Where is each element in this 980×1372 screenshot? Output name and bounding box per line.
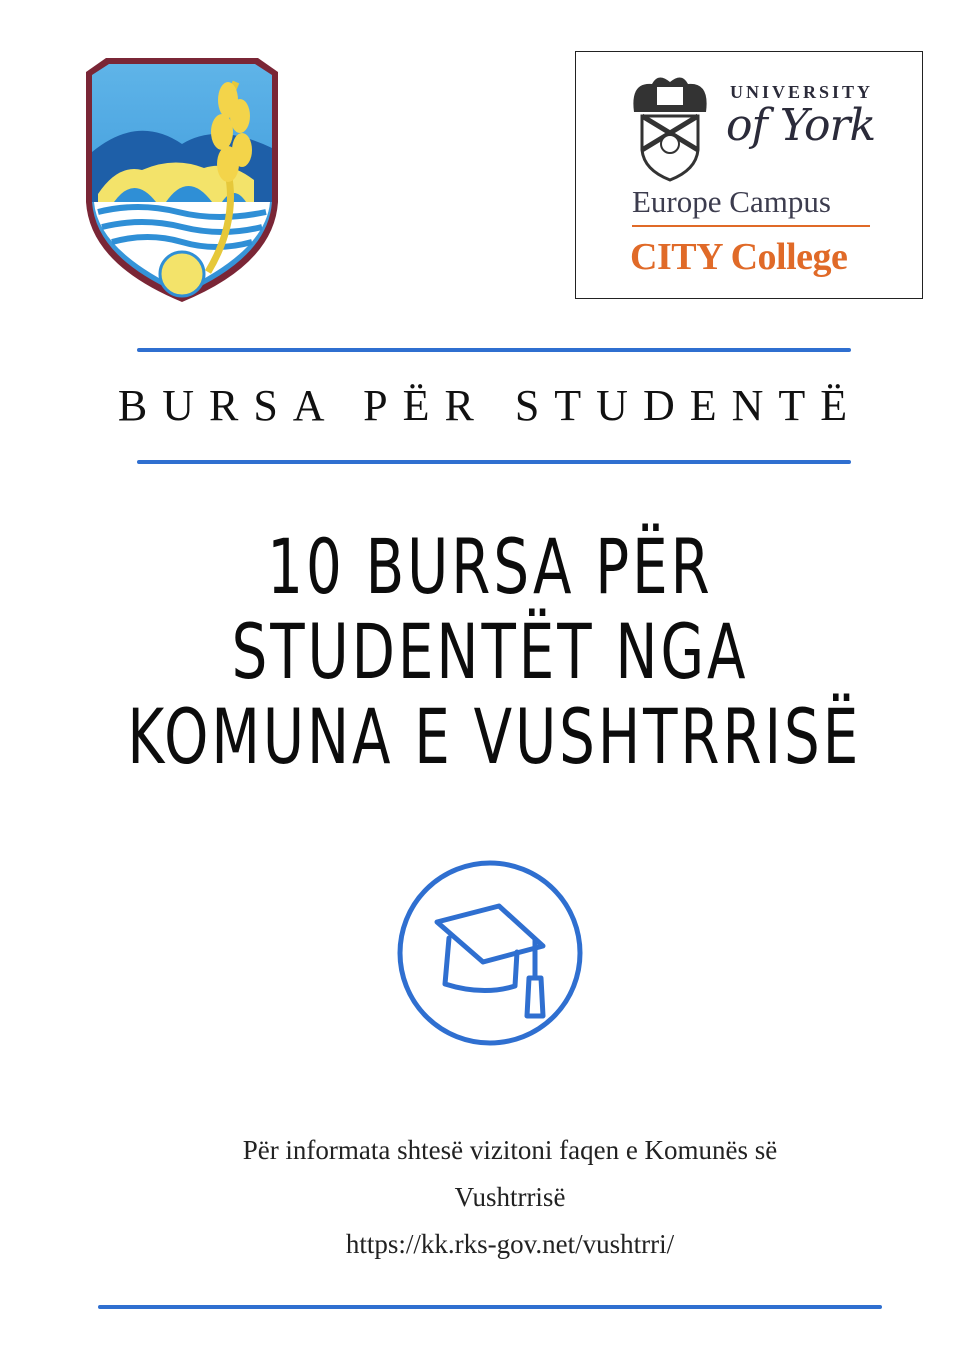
university-label: UNIVERSITY (730, 82, 874, 102)
headline-line: 10 BURSA PËR (267, 522, 713, 611)
headline-line: KOMUNA E VUSHTRRISË (127, 692, 862, 781)
subtitle-divider (137, 460, 851, 464)
europe-campus-label: Europe Campus (632, 184, 831, 219)
municipality-crest (78, 52, 286, 308)
bottom-divider (98, 1305, 882, 1309)
graduation-cap-icon (395, 858, 585, 1048)
top-divider (137, 348, 851, 352)
university-shield-icon (624, 72, 716, 182)
city-college-label: CITY College (630, 236, 848, 278)
york-label: of York (726, 100, 876, 151)
poster-headline (127, 522, 862, 781)
logo-divider (632, 225, 870, 227)
info-text: Për informata shtesë vizitoni faqen e Komunës së (242, 1135, 778, 1165)
university-logo-box (575, 51, 923, 299)
website-link[interactable]: https://kk.rks-gov.net/vushtrri/ (345, 1229, 675, 1259)
poster-subtitle: BURSA PËR STUDENTË (117, 381, 863, 430)
headline-line: STUDENTËT NGA (231, 607, 749, 696)
info-text-continued: Vushtrrisë (454, 1182, 566, 1212)
